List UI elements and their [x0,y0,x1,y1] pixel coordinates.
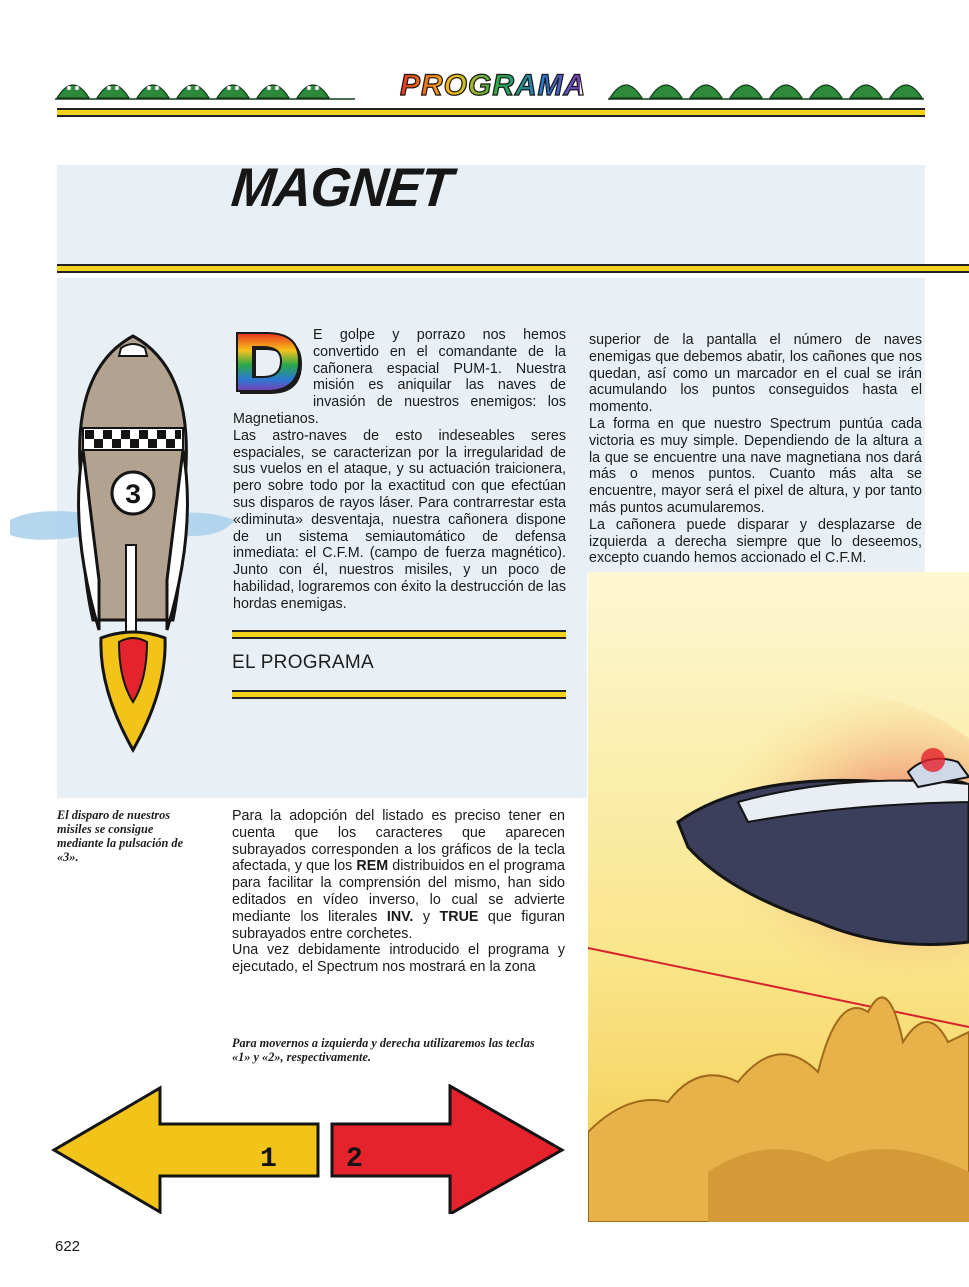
drop-cap-wrap [233,327,313,399]
header-rule [57,108,925,117]
column-1 [233,327,566,613]
left-arrow-key: 1 [260,1144,277,1175]
rocket-caption: El disparo de nuestros misiles se consigue mediante la pulsación de «3». [57,808,184,864]
section-heading: EL PROGRAMA [232,652,374,673]
program-p1: Para la adopción del listado es preciso tener en cuenta que los caracteres que aparecen subrayados corresponden a los gráficos de la tecla afectada, y que los REM distribuidos en el programa para facilitar la comprensión del mismo, han sido editados en vídeo inverso, lo cual se advierte mediante los literales INV. y TRUE que figuran subrayados entre corchetes. [232,808,566,942]
program-text [232,808,565,976]
drop-cap [233,327,303,397]
program-p2: Una vez debidamente introducido el programa y ejecutado, el Spectrum nos mostrará en la zona [232,942,565,976]
arrows-caption: Para movernos a izquierda y derecha utilizaremos las teclas «1» y «2», respectivamente. [232,1036,535,1064]
section-rule-top [232,630,566,639]
left-arrow [54,1088,318,1212]
column-1-p2: Las astro-naves de esto indeseables seres espaciales, se caracterizan por la irregularidad de sus vuelos en el ataque, y su actuación traicionera, pero sobre todo por la exactitud con que efectúan sus disparos de rayos láser. Para contrarrestar esta «diminuta» desventaja, nuestra cañonera dispone de un sistema semiautomático de defensa inmediata: el C.F.M. (campo de fuerza magnético). Junto con él, nuestros misiles, y un poco de habilidad, lograremos con éxito la destrucción de las hordas enemigas. [233,427,566,612]
right-arrow [332,1086,562,1214]
rocket-number: 3 [124,481,142,512]
title-panel [57,165,925,265]
column-1-lead: E golpe y porrazo nos hemos convertido en el comandante de la cañonera espacial PUM-1. Nuestra misión es aniquilar las naves de invasión de nuestros enemigos: los Magnetianos. [233,327,566,427]
column-2-p2: La forma en que nuestro Spectrum puntúa cada victoria es muy simple. Dependiendo de la altura a la que se encuentre una nave magnetiana nos dará más o menos puntos. Cuanto más alta se encuentre, mayor será el pixel de altura, y por tanto más puntos acumularemos. [589,415,922,516]
header-ornament-left [55,68,355,104]
svg-text:D: D [233,327,234,328]
section-rule-bottom [232,690,566,699]
column-2-p3: La cañonera puede disparar y desplazarse de izquierda a derecha siempre que lo deseemos, excepto cuando hemos accionado el C.F.M. [589,516,922,567]
section-header-label: PROGRAMA [400,66,580,106]
arrow-keys-illustration [50,1084,570,1214]
column-2 [589,332,922,567]
spaceship-scene-illustration [588,572,969,1222]
right-arrow-key: 2 [346,1144,363,1175]
header-ornament-right [608,68,924,104]
page-number: 622 [55,1238,81,1255]
article-title: MAGNET [228,157,455,219]
title-rule [57,264,969,273]
column-2-p1: superior de la pantalla el número de naves enemigas que debemos abatir, los cañones que nos quedan, así como un marcador en el cual se irán acumulando los puntos conseguidos hasta el momento. [589,332,922,416]
rocket-illustration [5,330,245,760]
